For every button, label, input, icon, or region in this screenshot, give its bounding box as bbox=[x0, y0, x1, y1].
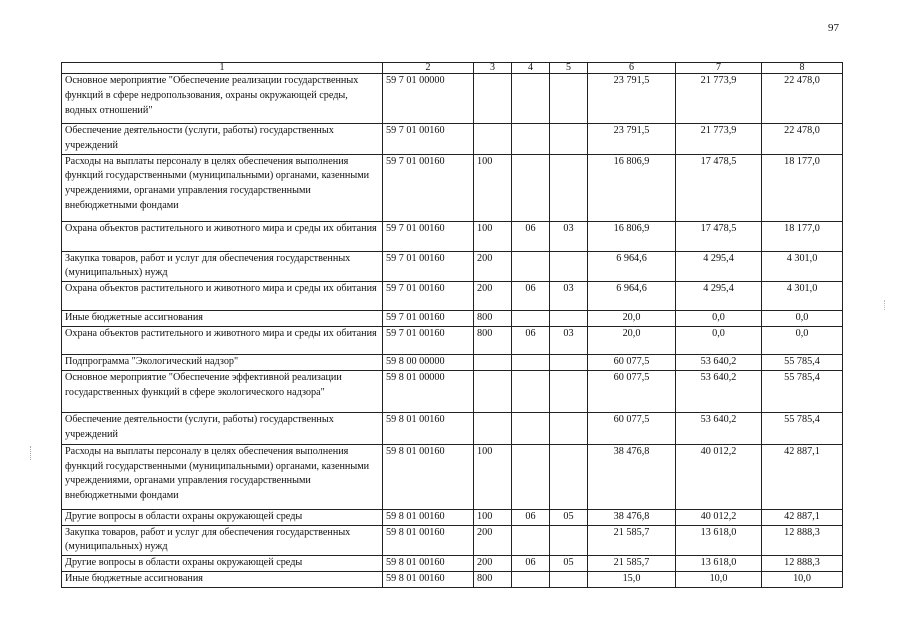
amount-col6: 23 791,5 bbox=[588, 124, 676, 155]
subsection bbox=[550, 525, 588, 556]
section: 06 bbox=[512, 509, 550, 525]
amount-col6: 20,0 bbox=[588, 326, 676, 354]
amount-col8: 22 478,0 bbox=[762, 124, 843, 155]
page-number: 97 bbox=[828, 22, 839, 34]
amount-col7: 13 618,0 bbox=[676, 556, 762, 572]
item-name: Другие вопросы в области охраны окружающей среды bbox=[62, 556, 383, 572]
item-name: Закупка товаров, работ и услуг для обеспечения государственных (муниципальных) нужд bbox=[62, 525, 383, 556]
amount-col6: 15,0 bbox=[588, 571, 676, 587]
table-row bbox=[62, 326, 843, 354]
target-code: 59 7 01 00160 bbox=[383, 124, 474, 155]
amount-col8: 12 888,3 bbox=[762, 525, 843, 556]
section bbox=[512, 412, 550, 444]
item-name: Охрана объектов растительного и животного мира и среды их обитания bbox=[62, 326, 383, 354]
column-header: 5 bbox=[550, 63, 588, 74]
expense-type: 200 bbox=[474, 556, 512, 572]
amount-col6: 23 791,5 bbox=[588, 74, 676, 124]
table-row bbox=[62, 412, 843, 444]
amount-col7: 4 295,4 bbox=[676, 282, 762, 311]
item-name: Другие вопросы в области охраны окружающей среды bbox=[62, 509, 383, 525]
subsection bbox=[550, 354, 588, 370]
section bbox=[512, 154, 550, 221]
subsection: 03 bbox=[550, 221, 588, 251]
target-code: 59 7 01 00160 bbox=[383, 326, 474, 354]
amount-col6: 6 964,6 bbox=[588, 251, 676, 282]
amount-col6: 38 476,8 bbox=[588, 509, 676, 525]
expense-type bbox=[474, 370, 512, 412]
table-row bbox=[62, 74, 843, 124]
expense-type: 200 bbox=[474, 282, 512, 311]
item-name: Расходы на выплаты персоналу в целях обеспечения выполнения функций государственными (муниципальными) органами, казенными учреждениями, органами управления государственными внебюджетными фондами bbox=[62, 444, 383, 509]
expense-type: 100 bbox=[474, 221, 512, 251]
amount-col6: 6 964,6 bbox=[588, 282, 676, 311]
scan-artifact bbox=[30, 446, 34, 460]
amount-col7: 53 640,2 bbox=[676, 370, 762, 412]
amount-col7: 40 012,2 bbox=[676, 444, 762, 509]
item-name: Обеспечение деятельности (услуги, работы) государственных учреждений bbox=[62, 412, 383, 444]
amount-col8: 0,0 bbox=[762, 311, 843, 327]
table-row bbox=[62, 221, 843, 251]
amount-col7: 0,0 bbox=[676, 311, 762, 327]
section bbox=[512, 74, 550, 124]
target-code: 59 7 01 00160 bbox=[383, 282, 474, 311]
target-code: 59 7 01 00160 bbox=[383, 251, 474, 282]
target-code: 59 8 01 00160 bbox=[383, 412, 474, 444]
subsection bbox=[550, 154, 588, 221]
section bbox=[512, 370, 550, 412]
amount-col7: 10,0 bbox=[676, 571, 762, 587]
amount-col8: 42 887,1 bbox=[762, 509, 843, 525]
subsection bbox=[550, 571, 588, 587]
amount-col8: 55 785,4 bbox=[762, 412, 843, 444]
item-name: Подпрограмма "Экологический надзор" bbox=[62, 354, 383, 370]
amount-col8: 4 301,0 bbox=[762, 282, 843, 311]
target-code: 59 7 01 00160 bbox=[383, 221, 474, 251]
amount-col8: 18 177,0 bbox=[762, 221, 843, 251]
target-code: 59 8 01 00160 bbox=[383, 556, 474, 572]
column-header: 1 bbox=[62, 63, 383, 74]
section bbox=[512, 354, 550, 370]
table-row bbox=[62, 525, 843, 556]
table-row bbox=[62, 444, 843, 509]
subsection bbox=[550, 124, 588, 155]
section bbox=[512, 525, 550, 556]
item-name: Охрана объектов растительного и животного мира и среды их обитания bbox=[62, 282, 383, 311]
amount-col7: 53 640,2 bbox=[676, 412, 762, 444]
expense-type: 200 bbox=[474, 525, 512, 556]
item-name: Закупка товаров, работ и услуг для обеспечения государственных (муниципальных) нужд bbox=[62, 251, 383, 282]
subsection bbox=[550, 444, 588, 509]
amount-col7: 40 012,2 bbox=[676, 509, 762, 525]
target-code: 59 8 01 00160 bbox=[383, 525, 474, 556]
item-name: Основное мероприятие "Обеспечение эффективной реализации государственных функций в сфере экологического надзора" bbox=[62, 370, 383, 412]
amount-col6: 21 585,7 bbox=[588, 525, 676, 556]
item-name: Иные бюджетные ассигнования bbox=[62, 571, 383, 587]
expense-type: 100 bbox=[474, 509, 512, 525]
scan-artifact bbox=[884, 300, 888, 310]
amount-col7: 21 773,9 bbox=[676, 124, 762, 155]
expense-type bbox=[474, 124, 512, 155]
target-code: 59 8 00 00000 bbox=[383, 354, 474, 370]
table-row bbox=[62, 251, 843, 282]
section: 06 bbox=[512, 326, 550, 354]
subsection bbox=[550, 412, 588, 444]
expense-type: 800 bbox=[474, 326, 512, 354]
subsection bbox=[550, 311, 588, 327]
subsection: 05 bbox=[550, 556, 588, 572]
section: 06 bbox=[512, 282, 550, 311]
column-header: 3 bbox=[474, 63, 512, 74]
table-header-row bbox=[62, 63, 843, 74]
amount-col7: 53 640,2 bbox=[676, 354, 762, 370]
amount-col6: 16 806,9 bbox=[588, 154, 676, 221]
subsection bbox=[550, 370, 588, 412]
section bbox=[512, 571, 550, 587]
section bbox=[512, 124, 550, 155]
amount-col7: 0,0 bbox=[676, 326, 762, 354]
amount-col7: 17 478,5 bbox=[676, 154, 762, 221]
section bbox=[512, 311, 550, 327]
subsection: 03 bbox=[550, 326, 588, 354]
target-code: 59 8 01 00000 bbox=[383, 370, 474, 412]
table-row bbox=[62, 124, 843, 155]
column-header: 4 bbox=[512, 63, 550, 74]
section: 06 bbox=[512, 556, 550, 572]
section: 06 bbox=[512, 221, 550, 251]
amount-col8: 42 887,1 bbox=[762, 444, 843, 509]
amount-col7: 4 295,4 bbox=[676, 251, 762, 282]
expense-type: 800 bbox=[474, 311, 512, 327]
target-code: 59 7 01 00160 bbox=[383, 311, 474, 327]
amount-col8: 12 888,3 bbox=[762, 556, 843, 572]
amount-col8: 55 785,4 bbox=[762, 370, 843, 412]
amount-col6: 16 806,9 bbox=[588, 221, 676, 251]
column-header: 8 bbox=[762, 63, 843, 74]
target-code: 59 8 01 00160 bbox=[383, 444, 474, 509]
expense-type: 200 bbox=[474, 251, 512, 282]
expense-type bbox=[474, 412, 512, 444]
subsection: 03 bbox=[550, 282, 588, 311]
amount-col7: 21 773,9 bbox=[676, 74, 762, 124]
item-name: Расходы на выплаты персоналу в целях обеспечения выполнения функций государственными (муниципальными) органами, казенными учреждениями, органами управления государственными внебюджетными фондами bbox=[62, 154, 383, 221]
target-code: 59 7 01 00000 bbox=[383, 74, 474, 124]
expense-type bbox=[474, 354, 512, 370]
table-row bbox=[62, 571, 843, 587]
table-row bbox=[62, 154, 843, 221]
subsection bbox=[550, 74, 588, 124]
amount-col8: 4 301,0 bbox=[762, 251, 843, 282]
table-row bbox=[62, 370, 843, 412]
column-header: 2 bbox=[383, 63, 474, 74]
expense-type bbox=[474, 74, 512, 124]
column-header: 6 bbox=[588, 63, 676, 74]
amount-col6: 60 077,5 bbox=[588, 412, 676, 444]
expense-type: 100 bbox=[474, 444, 512, 509]
amount-col7: 17 478,5 bbox=[676, 221, 762, 251]
budget-table bbox=[61, 62, 843, 588]
item-name: Охрана объектов растительного и животного мира и среды их обитания bbox=[62, 221, 383, 251]
amount-col8: 22 478,0 bbox=[762, 74, 843, 124]
expense-type: 100 bbox=[474, 154, 512, 221]
amount-col7: 13 618,0 bbox=[676, 525, 762, 556]
amount-col8: 10,0 bbox=[762, 571, 843, 587]
target-code: 59 7 01 00160 bbox=[383, 154, 474, 221]
table-row bbox=[62, 282, 843, 311]
amount-col8: 18 177,0 bbox=[762, 154, 843, 221]
item-name: Иные бюджетные ассигнования bbox=[62, 311, 383, 327]
table-row bbox=[62, 509, 843, 525]
amount-col6: 20,0 bbox=[588, 311, 676, 327]
amount-col6: 60 077,5 bbox=[588, 370, 676, 412]
target-code: 59 8 01 00160 bbox=[383, 509, 474, 525]
table-row bbox=[62, 311, 843, 327]
subsection: 05 bbox=[550, 509, 588, 525]
amount-col6: 60 077,5 bbox=[588, 354, 676, 370]
table-row bbox=[62, 556, 843, 572]
target-code: 59 8 01 00160 bbox=[383, 571, 474, 587]
amount-col6: 38 476,8 bbox=[588, 444, 676, 509]
expense-type: 800 bbox=[474, 571, 512, 587]
subsection bbox=[550, 251, 588, 282]
amount-col8: 55 785,4 bbox=[762, 354, 843, 370]
table-row bbox=[62, 354, 843, 370]
column-header: 7 bbox=[676, 63, 762, 74]
section bbox=[512, 251, 550, 282]
amount-col8: 0,0 bbox=[762, 326, 843, 354]
amount-col6: 21 585,7 bbox=[588, 556, 676, 572]
section bbox=[512, 444, 550, 509]
item-name: Обеспечение деятельности (услуги, работы) государственных учреждений bbox=[62, 124, 383, 155]
item-name: Основное мероприятие "Обеспечение реализации государственных функций в сфере недропользования, охраны окружающей среды, водных отношений" bbox=[62, 74, 383, 124]
